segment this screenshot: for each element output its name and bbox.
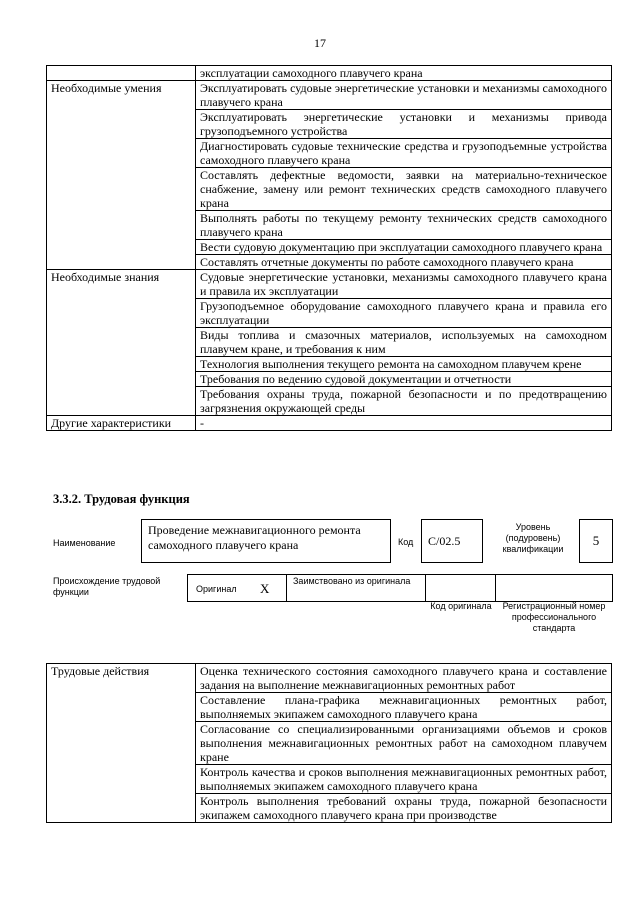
table-row [47, 81, 612, 110]
borrowed-box [286, 574, 427, 602]
other-item: - [196, 416, 612, 431]
skill-item: Выполнять работы по текущему ремонту технических средств самоходного плавучего крана [196, 211, 612, 240]
level-value: 5 [592, 533, 600, 548]
knowledge-item: Требования по ведению судовой документации и отчетности [196, 372, 612, 387]
skill-item: Составлять отчетные документы по работе самоходного плавучего крана [196, 255, 612, 270]
level-label: Уровень (подуровень) квалификации [502, 522, 564, 554]
code-value: С/02.5 [428, 534, 461, 548]
labor-actions-label: Трудовые действия [47, 664, 196, 823]
skills-label: Необходимые умения [47, 81, 196, 270]
skill-item: Эксплуатировать судовые энергетические установки и механизмы самоходного плавучего крана [196, 81, 612, 110]
skill-item: Диагностировать судовые технические средства и грузоподъемные устройства самоходного плавучего крана [196, 139, 612, 168]
table-row [47, 270, 612, 299]
code-box [421, 519, 483, 563]
action-item: Составление плана-графика межнавигационных ремонтных работ, выполняемых экипажем самоходного плавучего крана [196, 693, 612, 722]
action-item: Контроль выполнения требований охраны труда, пожарной безопасности экипажем самоходного плавучего крана при производстве [196, 794, 612, 823]
skill-item: Составлять дефектные ведомости, заявки на материально-техническое снабжение, замену или ремонт технических средств самоходного плавучего крана [196, 168, 612, 211]
action-item: Оценка технического состояния самоходного плавучего крана и составление задания на выполнение межнавигационных ремонтных работ [196, 664, 612, 693]
continuation-cell: эксплуатации самоходного плавучего крана [196, 66, 612, 81]
reg-number-label: Регистрационный номер профессионального стандарта [502, 601, 606, 633]
knowledge-label: Необходимые знания [47, 270, 196, 416]
reg-number-box [495, 574, 613, 602]
section-title: 3.3.2. Трудовая функция [53, 492, 190, 506]
code-label: Код [398, 537, 414, 547]
code-original-label: Код оригинала [430, 601, 492, 611]
action-item: Согласование со специализированными организациями объемов и сроков выполнения межнавигационных ремонтных работ на самоходном плавучем кране [196, 722, 612, 765]
skills-knowledge-table [46, 65, 612, 431]
name-label: Наименование [53, 538, 116, 548]
name-value: Проведение межнавигационного ремонта самоходного плавучего крана [148, 523, 361, 552]
page-number: 17 [314, 36, 326, 50]
knowledge-item: Виды топлива и смазочных материалов, используемых на самоходном плавучем кране, и требования к ним [196, 328, 612, 357]
knowledge-item: Грузоподъемное оборудование самоходного плавучего крана и правила его эксплуатации [196, 299, 612, 328]
origin-label: Происхождение трудовой функции [53, 576, 161, 597]
skill-item: Эксплуатировать энергетические установки и механизмы привода грузоподъемного устройства [196, 110, 612, 139]
borrowed-label: Заимствовано из оригинала [293, 576, 411, 586]
original-label: Оригинал [196, 584, 237, 594]
knowledge-item: Судовые энергетические установки, механизмы самоходного плавучего крана и правила их эксплуатации [196, 270, 612, 299]
table-row [47, 66, 612, 81]
skill-item: Вести судовую документацию при эксплуатации самоходного плавучего крана [196, 240, 612, 255]
empty-label-cell [47, 66, 196, 81]
other-label: Другие характеристики [47, 416, 196, 431]
knowledge-item: Технология выполнения текущего ремонта на самоходном плавучем крене [196, 357, 612, 372]
original-box [187, 574, 288, 602]
name-box [141, 519, 391, 563]
table-row [47, 416, 612, 431]
labor-actions-table [46, 663, 612, 823]
knowledge-item: Требования охраны труда, пожарной безопасности и по предотвращению загрязнения окружающей среды [196, 387, 612, 416]
action-item: Контроль качества и сроков выполнения межнавигационных ремонтных работ, выполняемых экипажем самоходного плавучего крана [196, 765, 612, 794]
level-box [579, 519, 613, 563]
table-row [47, 664, 612, 693]
code-original-box [425, 574, 497, 602]
original-mark: X [260, 581, 270, 596]
